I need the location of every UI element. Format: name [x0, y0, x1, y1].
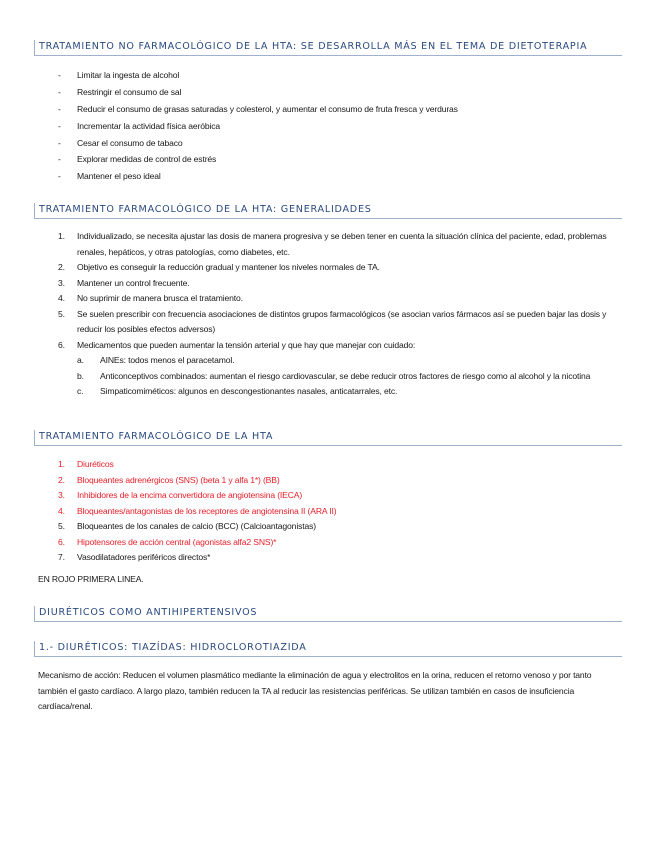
non-pharmacological-list [58, 68, 618, 186]
first-line-note: EN ROJO PRIMERA LINEA. [38, 574, 144, 584]
list-item: 1. Diuréticos [58, 459, 114, 469]
drug-groups-list [58, 457, 620, 566]
list-item: - Cesar el consumo de tabaco [58, 137, 183, 148]
list-item: 1. Individualizado, se necesita ajustar las dosis de manera progresiva y se deben tener en cuenta la situación clínica del paciente, edad, problemas renales, hepáticos, y otras patologías, como diabetes, etc. [58, 231, 607, 257]
list-item: 4. No suprimir de manera brusca el tratamiento. [58, 293, 243, 303]
list-item: 5. Bloqueantes de los canales de calcio (BCC) (Calcioantagonistas) [58, 521, 316, 531]
general-principles-list [58, 229, 620, 400]
list-item: - Reducir el consumo de grasas saturadas y colesterol, y aumentar el consumo de fruta fresca y verduras [58, 103, 458, 114]
list-item: 5. Se suelen prescribir con frecuencia asociaciones de distintos grupos farmacológicos (se asocian varios fármacos así se pueden bajar las dosis y reducir los posibles efectos adversos) [58, 308, 607, 334]
heading-thiazides: 1.- DIURÉTICOS: TIAZÍDAS: HIDROCLOROTIAZIDA [34, 641, 622, 657]
heading-pharmacological: TRATAMIENTO FARMACOLÓGICO DE LA HTA [34, 430, 622, 446]
mechanism-paragraph: Mecanismo de acción: Reducen el volumen plasmático mediante la eliminación de agua y electrolitos en la orina, reducen el retorno venoso y por tanto también el gasto cardíaco. A largo plazo, también reducen la TA al reducir las resistencias periféricas. Se utilizan también en casos de insuficiencia cardíaca/renal. [38, 670, 592, 711]
list-item: - Explorar medidas de control de estrés [58, 154, 217, 165]
sublist-item: b. Anticonceptivos combinados: aumentan el riesgo cardiovascular, se debe reducir otros factores de riesgo como al alcohol y la nicotina [77, 370, 591, 381]
list-item: 3. Inhibidores de la encima convertidora de angiotensina (IECA) [58, 490, 303, 500]
heading-pharmacological-general: TRATAMIENTO FARMACOLÓGICO DE LA HTA: GENERALIDADES [34, 203, 622, 219]
sublist [77, 353, 620, 400]
list-item: 6. Medicamentos que pueden aumentar la tensión arterial y que hay que manejar con cuidado: a. AINEs: todos menos el paracetamol. b. Anticonceptivos combinados: aumentan el riesgo cardiovascular, se debe reducir otros factores de riesgo como al alcohol y la nicotina c. Simpaticomiméticos: algunos en descongestionantes nasales, anticatarrales, etc. [58, 338, 620, 400]
sublist-item: a. AINEs: todos menos el paracetamol. [77, 355, 235, 365]
sublist-item: c. Simpaticomiméticos: algunos en descongestionantes nasales, anticatarrales, etc. [77, 386, 398, 396]
list-item: 7. Vasodilatadores periféricos directos* [58, 552, 211, 562]
list-item: - Limitar la ingesta de alcohol [58, 70, 180, 80]
list-item: 4. Bloqueantes/antagonistas de los receptores de angiotensina II (ARA II) [58, 505, 337, 516]
list-item: 3. Mantener un control frecuente. [58, 277, 190, 288]
list-item: 6. Hipotensores de acción central (agonistas alfa2 SNS)* [58, 536, 277, 547]
list-item: 2. Bloqueantes adrenérgicos (SNS) (beta 1 y alfa 1*) (BB) [58, 474, 280, 485]
heading-non-pharmacological: TRATAMIENTO NO FARMACOLÓGICO DE LA HTA: SE DESARROLLA MÁS EN EL TEMA DE DIETOTERAPIA [34, 40, 622, 56]
heading-diuretics: DIURÉTICOS COMO ANTIHIPERTENSIVOS [34, 606, 622, 622]
list-item: 2. Objetivo es conseguir la reducción gradual y mantener los niveles normales de TA. [58, 262, 380, 272]
list-item: - Restringir el consumo de sal [58, 86, 182, 97]
list-item: - Incrementar la actividad física aeróbica [58, 120, 221, 131]
list-item: - Mantener el peso ideal [58, 171, 161, 182]
